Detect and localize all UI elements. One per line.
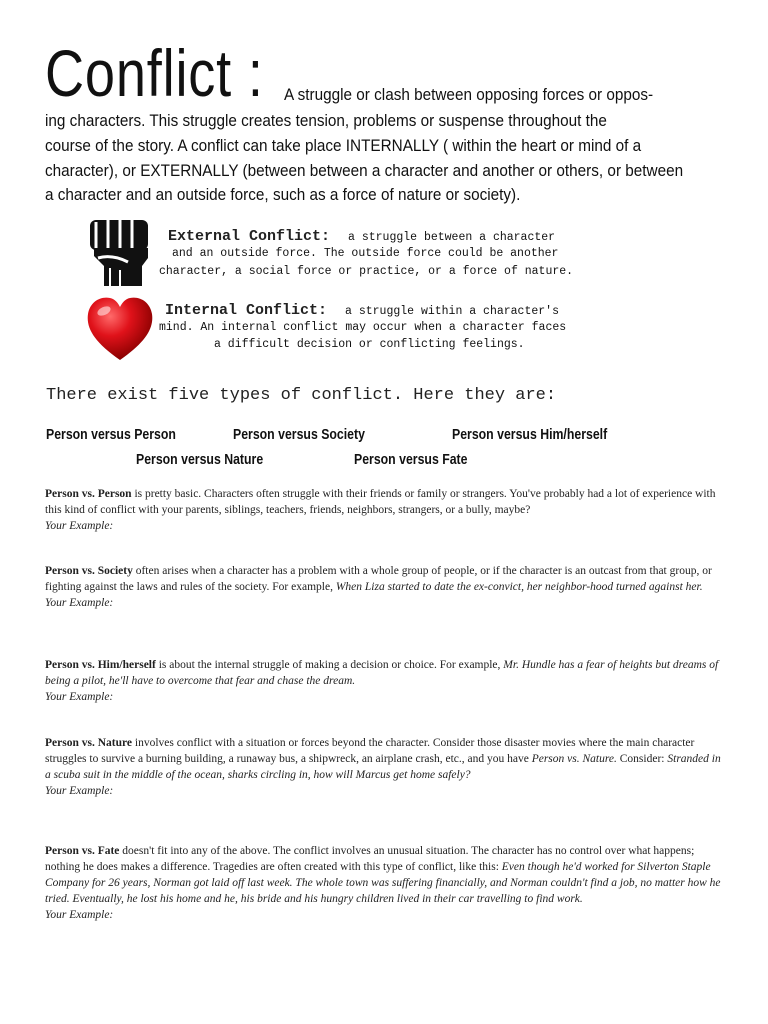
internal-conflict-heading: Internal Conflict:	[165, 302, 328, 319]
section-italic-phrase: Person vs. Nature.	[531, 753, 617, 765]
internal-conflict-block	[165, 301, 559, 320]
your-example-label: Your Example:	[45, 691, 114, 703]
section-example-text: Even though he'd worked for Silverton Staple Company for 26 years, Norman got laid off last week. The whole town was suffering financially, and Norman couldn't find a job, no matter how he tried. Eventually, he lost his home and he, his bride and his hungry children lived in their car travelling to find work.	[45, 861, 721, 905]
type-person-vs-nature: Person versus Nature	[136, 451, 264, 468]
type-person-vs-fate: Person versus Fate	[354, 451, 468, 468]
internal-conflict-line-2: mind. An internal conflict may occur when a character faces	[159, 321, 567, 334]
section-text-after: Consider:	[616, 753, 668, 765]
section-text: is pretty basic. Characters often struggle with their friends or family or strangers. You've probably had a lot of experience with this kind of conflict with your parents, siblings, teachers, friends, neighbors, strangers, or a bully, maybe?	[45, 488, 716, 516]
types-intro: There exist five types of conflict. Here they are:	[46, 386, 557, 405]
section-person-vs-person	[45, 486, 725, 534]
section-person-vs-himherself	[45, 657, 725, 705]
section-text: involves conflict with a situation or forces beyond the character. Consider those disaster movies where the main character struggles to survive a burning building, a runaway bus, a shipwreck, an airplane crash, etc., and you have	[45, 737, 695, 765]
section-term: Person vs. Person	[45, 488, 132, 500]
section-person-vs-nature	[45, 735, 725, 799]
definition-line-1: A struggle or clash between opposing forces or oppos-	[284, 85, 654, 104]
external-conflict-line-3: character, a social force or practice, or a force of nature.	[159, 265, 574, 278]
section-person-vs-fate	[45, 843, 725, 923]
external-conflict-line-1: a struggle between a character	[348, 231, 556, 244]
external-conflict-block	[168, 227, 555, 246]
your-example-label: Your Example:	[45, 520, 114, 532]
external-conflict-heading: External Conflict:	[168, 228, 331, 245]
section-example-text: When Liza started to date the ex-convict, her neighbor-hood turned against her.	[335, 581, 703, 593]
your-example-label: Your Example:	[45, 785, 114, 797]
section-example-text: Stranded in a scuba suit in the middle of the ocean, sharks circling in, how will Marcus get home safely?	[45, 753, 721, 781]
your-example-label: Your Example:	[45, 597, 114, 609]
page-title: Conflict :	[45, 36, 264, 110]
definition-line-4: character), or EXTERNALLY (between between a character and another or others, or between	[45, 161, 684, 180]
type-person-vs-person: Person versus Person	[46, 426, 176, 443]
section-term: Person vs. Fate	[45, 845, 120, 857]
section-text: often arises when a character has a problem with a whole group of people, or if the character is an outcast from that group, or fighting against the laws and rules of the society. For example,	[45, 565, 712, 593]
section-text: is about the internal struggle of making a decision or choice. For example,	[155, 659, 504, 671]
type-person-vs-society: Person versus Society	[233, 426, 365, 443]
section-person-vs-society	[45, 563, 725, 611]
definition-line-2: ing characters. This struggle creates tension, problems or suspense throughout the	[45, 111, 607, 130]
internal-conflict-line-1: a struggle within a character's	[345, 305, 559, 318]
raised-fist-icon	[88, 212, 152, 288]
section-term: Person vs. Him/herself	[45, 659, 156, 671]
heart-icon	[84, 294, 156, 364]
section-term: Person vs. Society	[45, 565, 133, 577]
section-term: Person vs. Nature	[45, 737, 132, 749]
external-conflict-line-2: and an outside force. The outside force could be another	[172, 247, 559, 260]
section-example-text: Mr. Hundle has a fear of heights but dreams of being a pilot, he'll have to overcome that fear and chase the dream.	[45, 659, 719, 687]
type-person-vs-himherself: Person versus Him/herself	[452, 426, 608, 443]
internal-conflict-line-3: a difficult decision or conflicting feelings.	[214, 338, 525, 351]
definition-line-5: a character and an outside force, such as a force of nature or society).	[45, 185, 521, 204]
definition-line-3: course of the story. A conflict can take place INTERNALLY ( within the heart or mind of a	[45, 136, 642, 155]
your-example-label: Your Example:	[45, 909, 114, 921]
section-text: doesn't fit into any of the above. The conflict involves an unusual situation. The character has no control over what happens; nothing he does makes a difference. Tragedies are often created with this type of conflict, like this:	[45, 845, 695, 873]
